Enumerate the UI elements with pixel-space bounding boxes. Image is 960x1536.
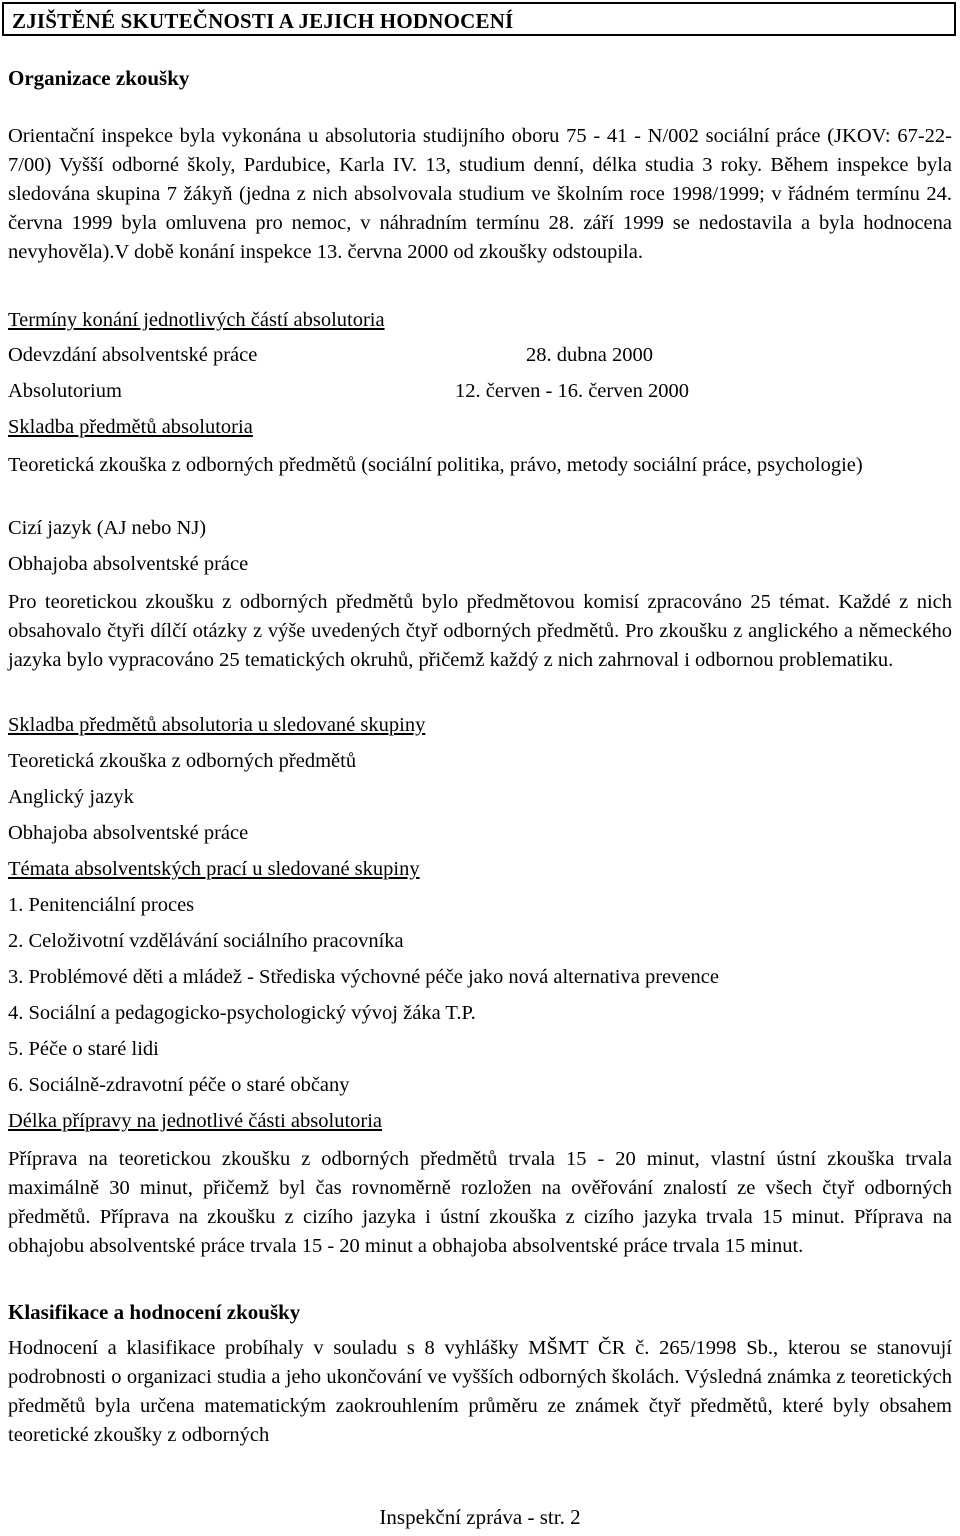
temata-item-1: 1. Penitenciální proces xyxy=(8,894,195,916)
term-row-label-1: Odevzdání absolventské práce xyxy=(8,344,258,366)
skladba-item-1: Teoretická zkouška z odborných předmětů (sociální politika, právo, metody sociální práce, psychologie) xyxy=(8,454,863,476)
temata-item-4: 4. Sociální a pedagogicko-psychologický vývoj žáka T.P. xyxy=(8,1002,476,1024)
skladba-item-2: Cizí jazyk (AJ nebo NJ) xyxy=(8,517,207,539)
temata-item-2: 2. Celoživotní vzdělávání sociálního pracovníka xyxy=(8,930,404,952)
heading-delka: Délka přípravy na jednotlivé části absolutoria xyxy=(8,1110,383,1132)
heading-skladba: Skladba předmětů absolutoria xyxy=(8,416,253,438)
term-row-value-1: 28. dubna 2000 xyxy=(526,344,653,366)
skupina-item-2: Anglický jazyk xyxy=(8,786,134,808)
page-footer: Inspekční zpráva - str. 2 xyxy=(379,1505,581,1529)
heading-klasifikace: Klasifikace a hodnocení zkoušky xyxy=(8,1300,301,1324)
skladba-item-3: Obhajoba absolventské práce xyxy=(8,553,249,575)
paragraph-delka: Příprava na teoretickou zkoušku z odborných předmětů trvala 15 - 20 minut, vlastní ústní zkouška trvala maximálně 30 minut, přičemž byl čas rovnoměrně rozložen na ověřování znalostí ze všech čtyř odborných předmětů. Příprava na zkoušku z cizího jazyka i ústní zkouška z cizího jazyka trvala 15 minut. Příprava na obhajobu absolventské práce trvala 15 - 20 minut a obhajoba absolventské práce trvala 15 minut. xyxy=(8,1148,952,1257)
paragraph-organizace: Orientační inspekce byla vykonána u absolutoria studijního oboru 75 - 41 - N/002 sociální práce (JKOV: 67-22-7/00) Vyšší odborné školy, Pardubice, Karla IV. 13, studium denní, délka studia 3 roky. Během inspekce byla sledována skupina 7 žákyň (jedna z nich absolvovala studium ve školním roce 1998/1999; v řádném termínu 24. června 1999 byla omluvena pro nemoc, v náhradním termínu 28. září 1999 se nedostavila a byla hodnocena nevyhověla).V době konání inspekce 13. června 2000 od zkoušky odstoupila. xyxy=(8,125,952,263)
temata-item-6: 6. Sociálně-zdravotní péče o staré občany xyxy=(8,1074,350,1096)
temata-item-3: 3. Problémové děti a mládež - Střediska výchovné péče jako nová alternativa prevence xyxy=(8,966,719,988)
temata-item-5: 5. Péče o staré lidi xyxy=(8,1038,159,1060)
term-row-label-2: Absolutorium xyxy=(8,380,122,402)
skupina-item-3: Obhajoba absolventské práce xyxy=(8,822,249,844)
heading-temata: Témata absolventských prací u sledované skupiny xyxy=(8,858,420,880)
paragraph-skladba: Pro teoretickou zkoušku z odborných předmětů bylo předmětovou komisí zpracováno 25 témat. Každé z nich obsahovalo čtyři dílčí otázky z výše uvedených čtyř odborných předmětů. Pro zkoušku z anglického a německého jazyka bylo vypracováno 25 tematických okruhů, přičemž každý z nich zahrnoval i odbornou problematiku. xyxy=(8,591,952,671)
skupina-item-1: Teoretická zkouška z odborných předmětů xyxy=(8,750,357,772)
section-title: ZJIŠTĚNÉ SKUTEČNOSTI A JEJICH HODNOCENÍ xyxy=(12,9,514,33)
heading-skladba-skupina: Skladba předmětů absolutoria u sledované skupiny xyxy=(8,714,426,736)
section-title-box xyxy=(2,2,956,36)
heading-organizace: Organizace zkoušky xyxy=(8,66,190,90)
paragraph-klasifikace: Hodnocení a klasifikace probíhaly v souladu s 8 vyhlášky MŠMT ČR č. 265/1998 Sb., kterou se stanovují podrobnosti o organizaci studia a jeho ukončování ve vyšších odborných školách. Výsledná známka z teoretických předmětů byla určena matematickým zaokrouhlením průměru ze známek čtyř předmětů, které byly obsahem teoretické zkoušky z odborných xyxy=(8,1337,952,1446)
term-row-value-2: 12. červen - 16. červen 2000 xyxy=(455,380,689,402)
heading-terminy: Termíny konání jednotlivých částí absolutoria xyxy=(8,309,385,331)
